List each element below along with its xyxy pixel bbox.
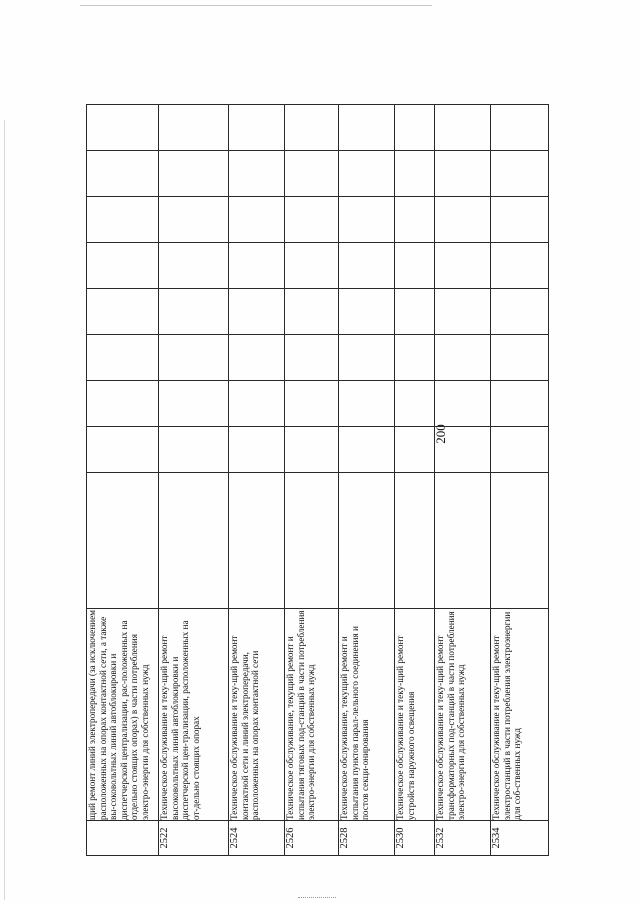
empty-cell [87, 289, 159, 335]
empty-cell [229, 105, 285, 151]
empty-cell [435, 381, 491, 427]
row-code: 2528 [339, 821, 395, 856]
empty-cell [87, 197, 159, 243]
empty-cell [229, 197, 285, 243]
empty-cell [435, 427, 491, 473]
empty-cell [229, 289, 285, 335]
row-code: 2530 [395, 821, 435, 856]
empty-cell [87, 335, 159, 381]
empty-cell [285, 289, 339, 335]
table-row [435, 105, 491, 856]
row-description: щий ремонт линий электропередачи (за исключением расположенных на опорах контактной сети, а также вы-соковольтных линий автоблокировки и диспетчерской централизации, рас-положенных на отдельно стоящих опорах) в части потребления электро-энергии для собственных нужд [87, 609, 159, 821]
empty-cell [491, 427, 549, 473]
row-code: 2522 [159, 821, 229, 856]
empty-cell [491, 151, 549, 197]
empty-cell [285, 335, 339, 381]
row-description: Техническое обслуживание, текущий ремонт и испытания пунктов парал-лельного соединения и постов секци-онирования [339, 609, 395, 821]
empty-cell [159, 473, 229, 609]
empty-cell [159, 335, 229, 381]
row-code: 2524 [229, 821, 285, 856]
empty-cell [491, 289, 549, 335]
empty-cell [87, 473, 159, 609]
empty-cell [395, 243, 435, 289]
row-code: 2532 [435, 821, 491, 856]
empty-cell [435, 151, 491, 197]
empty-cell [339, 381, 395, 427]
page-number: 200 [433, 424, 448, 444]
empty-cell [435, 243, 491, 289]
empty-cell [87, 105, 159, 151]
empty-cell [229, 335, 285, 381]
empty-cell [395, 473, 435, 609]
empty-cell [87, 151, 159, 197]
empty-cell [435, 197, 491, 243]
row-description: Техническое обслуживание и теку-щий ремонт высоковольтных линий автоблокировки и диспетчерской цен-трализации, расположенных на от-дельно стоящих опорах [159, 609, 229, 821]
row-description: Техническое обслуживание и теку-щий ремонт устройств наружного освещения [395, 609, 435, 821]
empty-cell [395, 427, 435, 473]
empty-cell [285, 473, 339, 609]
empty-cell [339, 335, 395, 381]
row-code: 2534 [491, 821, 549, 856]
empty-cell [491, 197, 549, 243]
empty-cell [395, 381, 435, 427]
empty-cell [285, 427, 339, 473]
empty-cell [285, 151, 339, 197]
row-description: Техническое обслуживание и теку-щий ремонт электростанций в части потребления электроэнергии для соб-ственных нужд [491, 609, 549, 821]
scan-bottom-mark [298, 897, 336, 899]
empty-cell [159, 197, 229, 243]
scan-top-border [80, 5, 432, 6]
empty-cell [229, 243, 285, 289]
empty-cell [229, 427, 285, 473]
empty-cell [435, 335, 491, 381]
empty-cell [159, 151, 229, 197]
empty-cell [435, 473, 491, 609]
empty-cell [229, 381, 285, 427]
empty-cell [159, 381, 229, 427]
table-row [339, 105, 395, 856]
table-row [87, 105, 159, 856]
table-row [491, 105, 549, 856]
empty-cell [435, 105, 491, 151]
empty-cell [339, 151, 395, 197]
table-row [395, 105, 435, 856]
empty-cell [159, 427, 229, 473]
empty-cell [491, 105, 549, 151]
empty-cell [491, 473, 549, 609]
empty-cell [395, 105, 435, 151]
empty-cell [285, 197, 339, 243]
empty-cell [87, 427, 159, 473]
empty-cell [339, 473, 395, 609]
row-description: Техническое обслуживание, текущий ремонт и испытания тяговых под-станций в части потребления электро-энергии для собственных нужд [285, 609, 339, 821]
row-description: Техническое обслуживание и теку-щий ремонт контактной сети и линий электропередачи, расположенных на опорах контактной сети [229, 609, 285, 821]
empty-cell [339, 197, 395, 243]
empty-cell [285, 381, 339, 427]
row-code [87, 821, 159, 856]
empty-cell [87, 243, 159, 289]
empty-cell [229, 151, 285, 197]
empty-cell [87, 381, 159, 427]
empty-cell [339, 289, 395, 335]
empty-cell [339, 427, 395, 473]
empty-cell [435, 289, 491, 335]
empty-cell [395, 151, 435, 197]
empty-cell [285, 105, 339, 151]
empty-cell [339, 243, 395, 289]
empty-cell [159, 289, 229, 335]
data-table [86, 104, 549, 856]
empty-cell [395, 289, 435, 335]
table-row [285, 105, 339, 856]
row-code: 2526 [285, 821, 339, 856]
empty-cell [395, 197, 435, 243]
empty-cell [285, 243, 339, 289]
empty-cell [395, 335, 435, 381]
empty-cell [491, 381, 549, 427]
empty-cell [491, 335, 549, 381]
empty-cell [159, 105, 229, 151]
empty-cell [159, 243, 229, 289]
table-row [159, 105, 229, 856]
scan-left-edge [4, 120, 5, 900]
empty-cell [229, 473, 285, 609]
table-row [229, 105, 285, 856]
rotated-table [86, 116, 548, 856]
empty-cell [491, 243, 549, 289]
empty-cell [339, 105, 395, 151]
row-description: Техническое обслуживание и теку-щий ремонт трансформаторных под-станций в части потребления электро-энергии для собственных нужд [435, 609, 491, 821]
